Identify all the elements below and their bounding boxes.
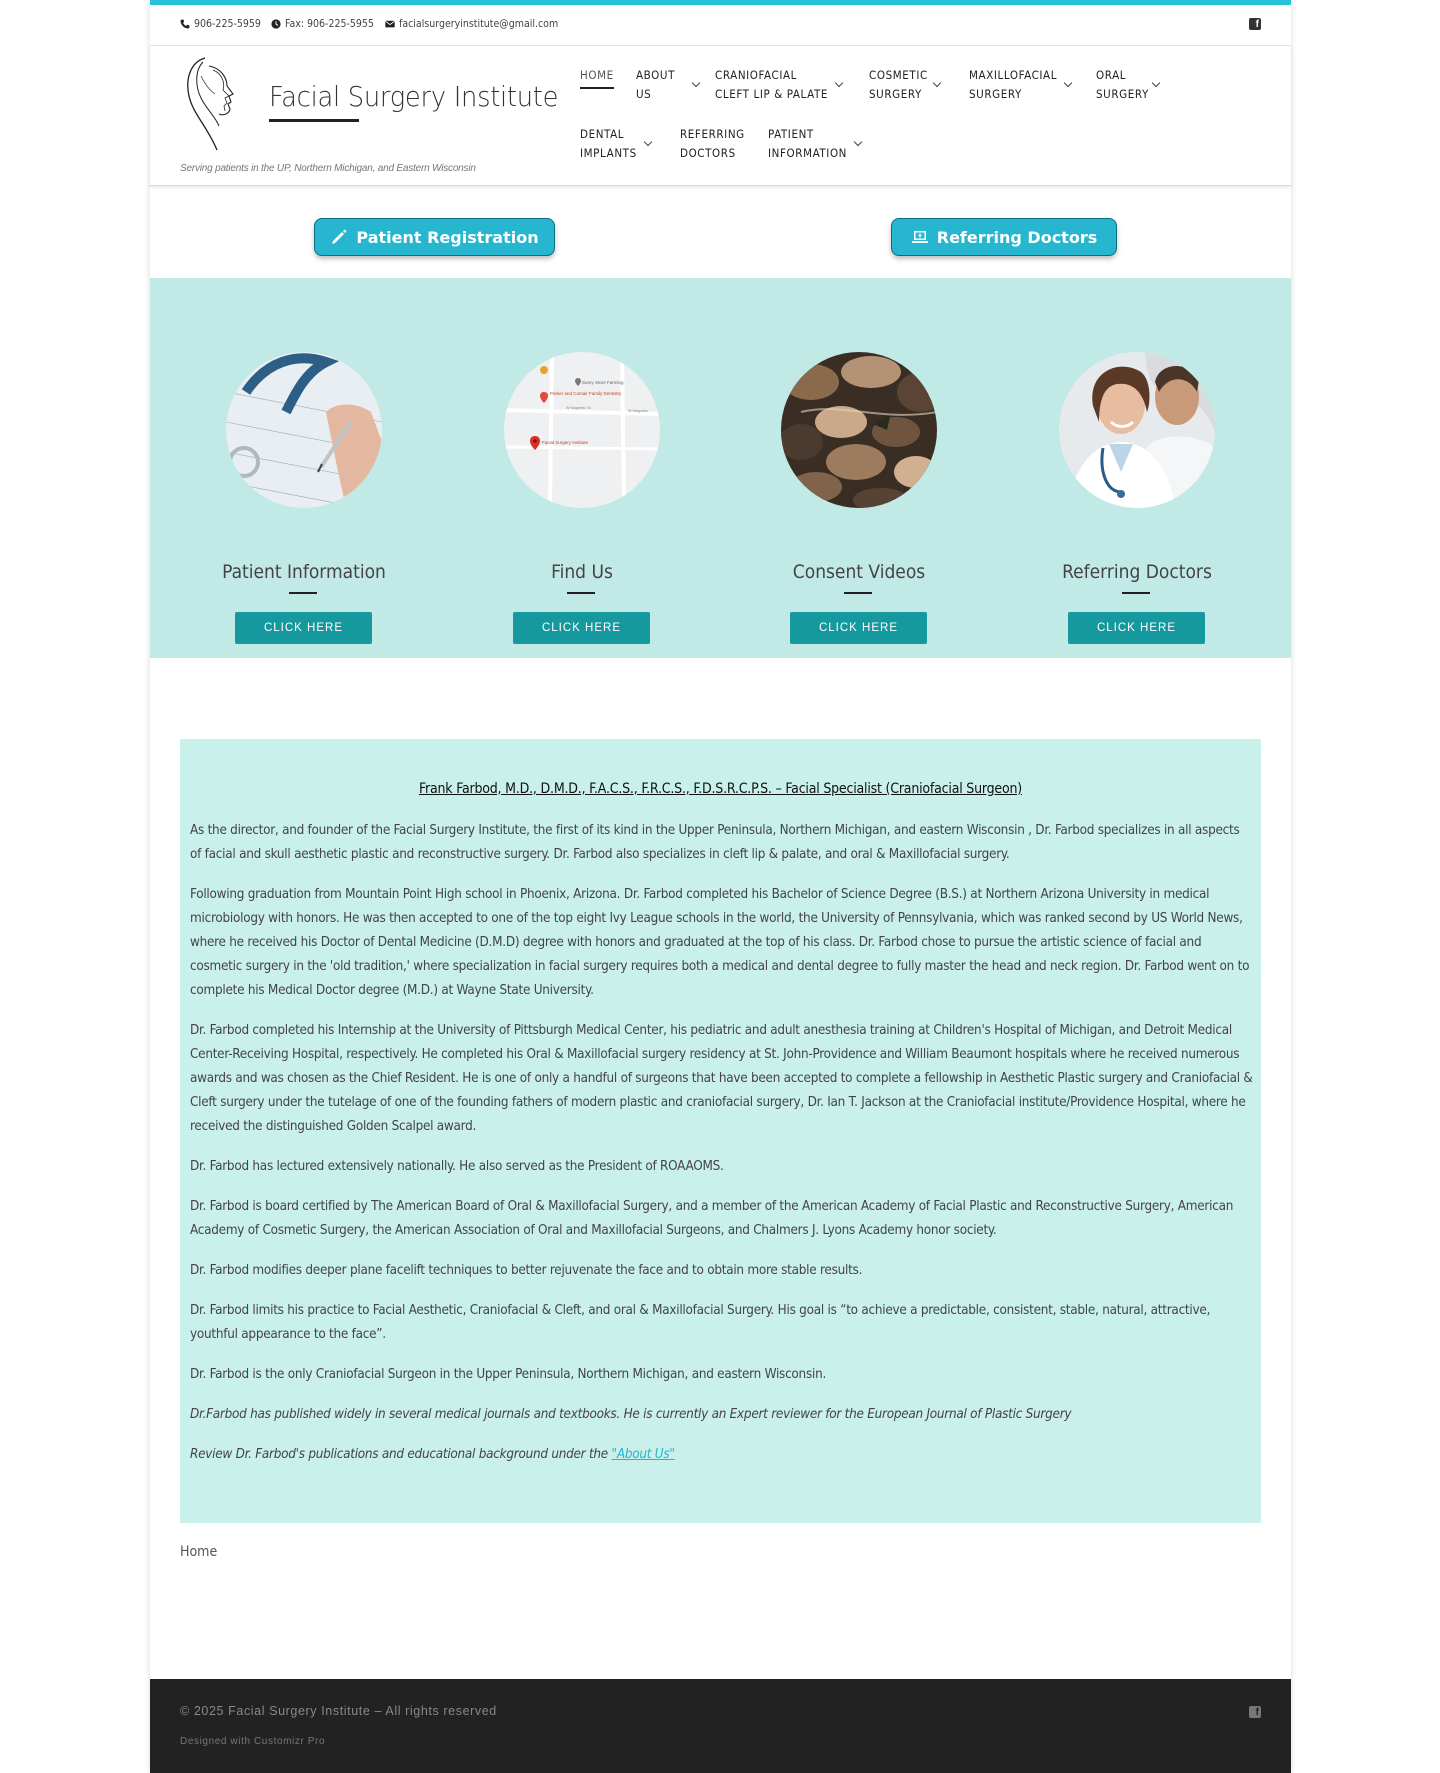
- nav-referring-doctors[interactable]: REFERRING DOCTORS: [680, 127, 745, 160]
- envelope-icon: [385, 19, 395, 29]
- nav-dental-implants[interactable]: DENTAL IMPLANTS: [580, 125, 637, 163]
- phone-number: 906-225-5959: [194, 18, 261, 30]
- face-profile-logo-icon[interactable]: [185, 56, 245, 152]
- chevron-down-icon: [835, 79, 843, 87]
- feature-click-here-button[interactable]: CLICK HERE: [1068, 612, 1205, 644]
- feature-title: Referring Doctors: [1062, 561, 1212, 583]
- chevron-down-icon: [644, 138, 652, 146]
- feature-divider: [289, 592, 317, 594]
- feature-title: Find Us: [551, 561, 613, 583]
- nav-craniofacial[interactable]: CRANIOFACIAL CLEFT LIP & PALATE: [715, 66, 828, 104]
- pencil-icon: [330, 228, 348, 246]
- feature-title: Patient Information: [222, 561, 386, 583]
- site-tagline: Serving patients in the UP, Northern Michigan, and Eastern Wisconsin: [180, 163, 476, 174]
- bio-paragraph: Dr. Farbod limits his practice to Facial Aesthetic, Craniofacial & Cleft, and oral & Maxillofacial Surgery. His goal is “to achieve a predictable, consistent, stable, natural, attractive, youthful appearance to the face”.: [190, 1303, 1211, 1342]
- map-street-label: W Magnetic: [628, 409, 649, 413]
- about-us-link[interactable]: "About Us": [611, 1447, 675, 1462]
- feature-click-here-button[interactable]: CLICK HERE: [235, 612, 372, 644]
- feature-title: Consent Videos: [792, 561, 926, 583]
- feature-divider: [1122, 592, 1150, 594]
- site-footer: [150, 1679, 1291, 1773]
- chevron-down-icon: [692, 79, 700, 87]
- nav-home[interactable]: HOME: [580, 66, 614, 85]
- fax-info: [271, 18, 374, 30]
- bio-paragraph: Following graduation from Mountain Point High school in Phoenix, Arizona. Dr. Farbod completed his Bachelor of Science Degree (B.S.) at Northern Arizona University in medical microbiology with honors. He was then accepted to one of the top eight Ivy League schools in the world, the University of Pennsylvania, which was ranked second by US World News, where he received his Doctor of Dental Medicine (D.M.D) degree with honors and graduated at the top of his class. Dr. Farbod chose to pursue the artistic science of facial and cosmetic surgery in the 'old tradition,' where specialization in facial surgery requires both a medical and dental degree to fully master the head and neck region. Dr. Farbod went on to complete his Medical Doctor degree (M.D.) at Wayne State University.: [190, 887, 1250, 998]
- chevron-down-icon: [854, 138, 862, 146]
- page: [150, 0, 1291, 1773]
- feature-divider: [844, 592, 872, 594]
- nav-cosmetic-surgery[interactable]: COSMETIC SURGERY: [869, 66, 928, 104]
- nav-about-us[interactable]: ABOUT US: [636, 66, 675, 104]
- email-address: facialsurgeryinstitute@gmail.com: [399, 18, 559, 30]
- chevron-down-icon: [1064, 79, 1072, 87]
- breadcrumb[interactable]: Home: [180, 1544, 218, 1560]
- bio-paragraph: As the director, and founder of the Facial Surgery Institute, the first of its kind in the Upper Peninsula, Northern Michigan, and eastern Wisconsin , Dr. Farbod specializes in all aspects of facial and skull aesthetic plastic and reconstructive surgery. Dr. Farbod also specializes in cleft lip & palate, and oral & Maxillofacial surgery.: [190, 823, 1240, 862]
- email-link[interactable]: [385, 18, 558, 30]
- bio-section: [180, 739, 1261, 1523]
- feature-divider: [567, 592, 595, 594]
- phone-link[interactable]: [180, 18, 261, 30]
- top-bar: [150, 0, 1291, 46]
- laptop-icon: [911, 228, 929, 246]
- nav-maxillofacial-surgery[interactable]: MAXILLOFACIAL SURGERY: [969, 66, 1057, 104]
- patient-form-photo[interactable]: [226, 352, 382, 508]
- feature-click-here-button[interactable]: CLICK HERE: [513, 612, 650, 644]
- bio-paragraph: Dr.Farbod has published widely in several medical journals and textbooks. He is currently an Expert reviewer for the European Journal of Plastic Surgery: [190, 1407, 1072, 1422]
- fax-number: Fax: 906-225-5955: [285, 18, 374, 30]
- clock-icon: [271, 19, 281, 29]
- bio-paragraph: Dr. Farbod modifies deeper plane facelift techniques to better rejuvenate the face and to obtain more stable results.: [190, 1263, 863, 1278]
- bio-paragraph: Dr. Farbod is the only Craniofacial Surgeon in the Upper Peninsula, Northern Michigan, and eastern Wisconsin.: [190, 1367, 827, 1382]
- consent-videos-photo[interactable]: [781, 352, 937, 508]
- feature-click-here-button[interactable]: CLICK HERE: [790, 612, 927, 644]
- nav-patient-information[interactable]: PATIENT INFORMATION: [768, 125, 847, 163]
- referring-doctors-button[interactable]: Referring Doctors: [891, 218, 1117, 256]
- site-title[interactable]: Facial Surgery Institute: [269, 80, 559, 113]
- feature-band: [150, 278, 1291, 658]
- site-header: [150, 46, 1291, 186]
- map-place-label: Facial Surgery Institute: [542, 440, 589, 445]
- facebook-icon[interactable]: f: [1249, 18, 1261, 30]
- phone-icon: [180, 19, 190, 29]
- map-place-label: Parker and Comair Family Dentistry: [550, 391, 622, 396]
- bio-heading: Frank Farbod, M.D., D.M.D., F.A.C.S., F.R.C.S., F.D.S.R.C.P.S. – Facial Specialist (Craniofacial Surgeon): [419, 781, 1022, 797]
- bio-paragraph: Review Dr. Farbod's publications and educational background under the "About Us": [190, 1447, 675, 1462]
- chevron-down-icon: [933, 79, 941, 87]
- location-map[interactable]: [504, 352, 660, 508]
- map-place-label: Surey Store Farming: [582, 380, 624, 385]
- title-underline: [269, 119, 359, 122]
- chevron-down-icon: [1152, 79, 1160, 87]
- patient-registration-button[interactable]: Patient Registration: [314, 218, 555, 256]
- copyright-text: © 2025 Facial Surgery Institute – All rights reserved: [180, 1704, 497, 1718]
- facebook-icon[interactable]: f: [1249, 1706, 1261, 1718]
- bio-paragraph: Dr. Farbod completed his Internship at the University of Pittsburgh Medical Center, his pediatric and adult anesthesia training at Children's Hospital of Michigan, and Detroit Medical Center-Receiving Hospital, respectively. He completed his Oral & Maxillofacial surgery residency at St. John-Providence and William Beaumont hospitals where he received numerous awards and was chosen as the Chief Resident. He is one of only a handful of surgeons that have been accepted to complete a fellowship in Aesthetic Plastic surgery and Craniofacial & Cleft surgery under the tutelage of one of the founding fathers of modern plastic and craniofacial surgery, Dr. Ian T. Jackson at the Craniofacial institute/Providence Hospital, where he received the distinguished Golden Scalpel award.: [190, 1023, 1253, 1134]
- map-street-label: W Magnetic St: [566, 406, 591, 410]
- nav-oral-surgery[interactable]: ORAL SURGERY: [1096, 66, 1149, 104]
- designer-credit[interactable]: Designed with Customizr Pro: [180, 1736, 326, 1747]
- bio-paragraph: Dr. Farbod is board certified by The American Board of Oral & Maxillofacial Surgery, and a member of the American Academy of Facial Plastic and Reconstructive Surgery, American Academy of Cosmetic Surgery, the American Association of Oral and Maxillofacial Surgeons, and Chalmers J. Lyons Academy honor society.: [190, 1199, 1234, 1238]
- doctors-photo[interactable]: [1059, 352, 1215, 508]
- bio-paragraph: Dr. Farbod has lectured extensively nationally. He also served as the President of ROAAOMS.: [190, 1159, 724, 1174]
